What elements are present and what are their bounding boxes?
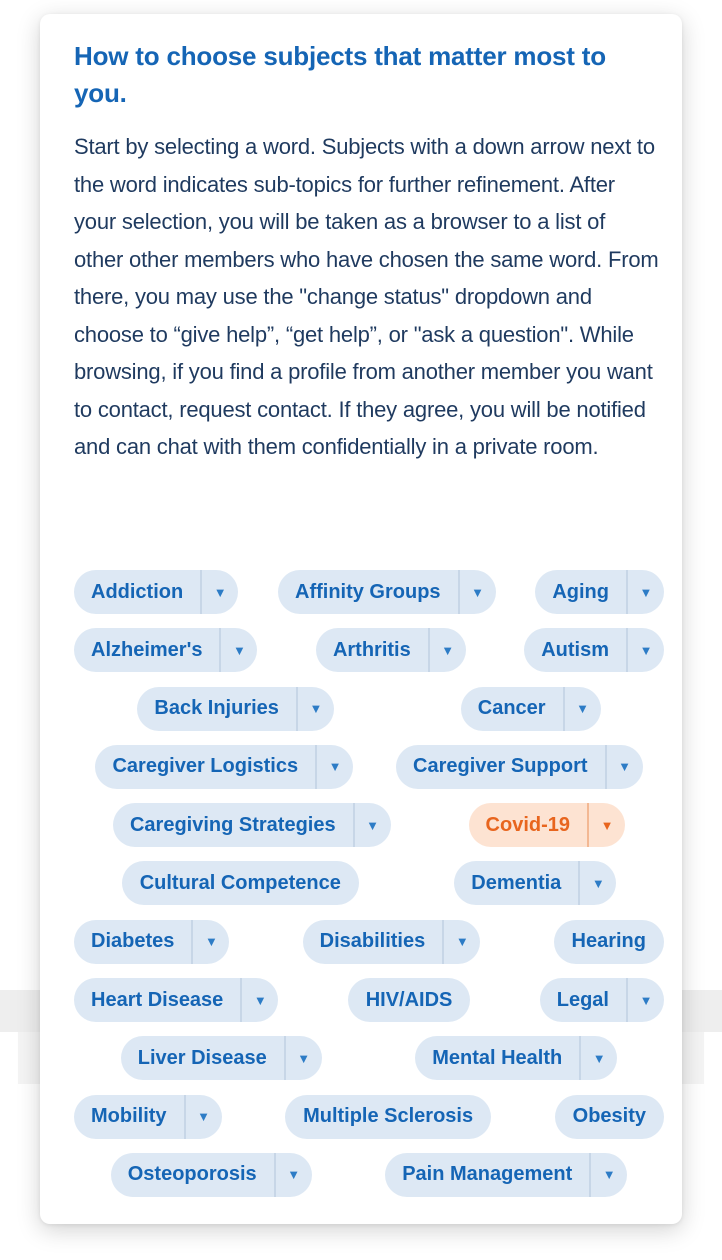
tag-covid-19[interactable]: [469, 803, 625, 847]
tag-row: [74, 1153, 664, 1197]
tag-row: [74, 687, 664, 731]
tag-label: Affinity Groups: [295, 580, 441, 603]
tag-label: Osteoporosis: [127, 1163, 257, 1186]
chevron-down-icon[interactable]: ▼: [626, 628, 664, 672]
tag-dementia[interactable]: [454, 861, 616, 905]
tag-label: Obesity: [572, 1105, 646, 1128]
tag-row: [74, 628, 664, 672]
tag-label: Hearing: [571, 930, 646, 953]
tag-osteoporosis[interactable]: [111, 1153, 312, 1197]
info-card: [40, 14, 682, 1224]
tag-label: Covid-19: [485, 813, 571, 836]
tag-label: Addiction: [91, 580, 184, 603]
chevron-down-icon[interactable]: ▼: [284, 1036, 322, 1080]
tag-label: Liver Disease: [137, 1046, 267, 1069]
tag-label: Arthritis: [332, 638, 411, 661]
tag-caregiver-support[interactable]: [396, 745, 642, 789]
chevron-down-icon[interactable]: ▼: [589, 1153, 627, 1197]
tag-liver-disease[interactable]: [121, 1036, 322, 1080]
tag-label: Cancer: [477, 697, 546, 720]
tag-label: HIV/AIDS: [365, 988, 453, 1011]
chevron-down-icon[interactable]: ▼: [442, 920, 480, 964]
tag-autism[interactable]: [524, 628, 664, 672]
chevron-down-icon[interactable]: ▼: [579, 1036, 617, 1080]
chevron-down-icon[interactable]: ▼: [587, 803, 625, 847]
tag-label: Dementia: [471, 871, 562, 894]
tag-hearing[interactable]: [554, 920, 664, 964]
chevron-down-icon[interactable]: ▼: [219, 628, 257, 672]
chevron-down-icon[interactable]: ▼: [605, 745, 643, 789]
chevron-down-icon[interactable]: ▼: [626, 978, 664, 1022]
chevron-down-icon[interactable]: ▼: [353, 803, 391, 847]
tag-row: [74, 570, 664, 614]
tag-obesity[interactable]: [555, 1095, 664, 1139]
tag-row: [74, 1095, 664, 1139]
chevron-down-icon[interactable]: ▼: [191, 920, 229, 964]
tag-legal[interactable]: [540, 978, 664, 1022]
chevron-down-icon[interactable]: ▼: [240, 978, 278, 1022]
tag-label: Aging: [552, 580, 609, 603]
tag-row: [74, 803, 664, 847]
tag-caregiver-logistics[interactable]: [95, 745, 353, 789]
tag-label: Back Injuries: [154, 697, 279, 720]
tag-label: Diabetes: [91, 930, 175, 953]
tag-label: Caregiver Support: [413, 755, 588, 778]
tag-addiction[interactable]: [74, 570, 238, 614]
tag-label: Alzheimer's: [91, 638, 203, 661]
tag-row: [74, 1036, 664, 1080]
tag-affinity-groups[interactable]: [278, 570, 496, 614]
tag-heart-disease[interactable]: [74, 978, 278, 1022]
tag-label: Disabilities: [319, 930, 426, 953]
tag-back-injuries[interactable]: [137, 687, 334, 731]
card-description: Start by selecting a word. Subjects with a down arrow next to the word indicates sub-topics for further refinement. After your selection, you will be taken as a browser to a list of other other members who have chosen the same word. From there, you may use the "change status" dropdown and choose to “give help”, “get help”, or "ask a question". While browsing, if you find a profile from another member you want to contact, request contact. If they agree, you will be notified and can chat with them confidentially in a private room.: [74, 134, 659, 459]
tag-cultural-competence[interactable]: [122, 861, 359, 905]
chevron-down-icon[interactable]: ▼: [315, 745, 353, 789]
subject-tag-list: [74, 570, 664, 1211]
tag-label: Mental Health: [432, 1046, 563, 1069]
tag-mobility[interactable]: [74, 1095, 222, 1139]
tag-label: Caregiver Logistics: [112, 755, 299, 778]
chevron-down-icon[interactable]: ▼: [578, 861, 616, 905]
chevron-down-icon[interactable]: ▼: [626, 570, 664, 614]
tag-caregiving-strategies[interactable]: [113, 803, 391, 847]
chevron-down-icon[interactable]: ▼: [428, 628, 466, 672]
tag-hiv-aids[interactable]: [348, 978, 471, 1022]
tag-row: [74, 920, 664, 964]
chevron-down-icon[interactable]: ▼: [184, 1095, 222, 1139]
tag-row: [74, 745, 664, 789]
tag-multiple-sclerosis[interactable]: [285, 1095, 491, 1139]
tag-label: Mobility: [91, 1105, 167, 1128]
tag-row: [74, 861, 664, 905]
tag-label: Multiple Sclerosis: [303, 1105, 474, 1128]
chevron-down-icon[interactable]: ▼: [274, 1153, 312, 1197]
chevron-down-icon[interactable]: ▼: [296, 687, 334, 731]
card-title: How to choose subjects that matter most to you.: [74, 41, 606, 108]
tag-pain-management[interactable]: [385, 1153, 627, 1197]
tag-aging[interactable]: [535, 570, 664, 614]
chevron-down-icon[interactable]: ▼: [458, 570, 496, 614]
tag-alzheimer-s[interactable]: [74, 628, 257, 672]
tag-mental-health[interactable]: [415, 1036, 617, 1080]
tag-disabilities[interactable]: [303, 920, 481, 964]
tag-label: Cultural Competence: [139, 871, 341, 894]
tag-label: Heart Disease: [91, 988, 224, 1011]
tag-diabetes[interactable]: [74, 920, 229, 964]
tag-label: Autism: [541, 638, 609, 661]
chevron-down-icon[interactable]: ▼: [200, 570, 238, 614]
tag-cancer[interactable]: [461, 687, 601, 731]
chevron-down-icon[interactable]: ▼: [563, 687, 601, 731]
tag-label: Legal: [556, 988, 609, 1011]
tag-arthritis[interactable]: [316, 628, 466, 672]
tag-label: Pain Management: [402, 1163, 573, 1186]
tag-row: [74, 978, 664, 1022]
tag-label: Caregiving Strategies: [129, 813, 336, 836]
